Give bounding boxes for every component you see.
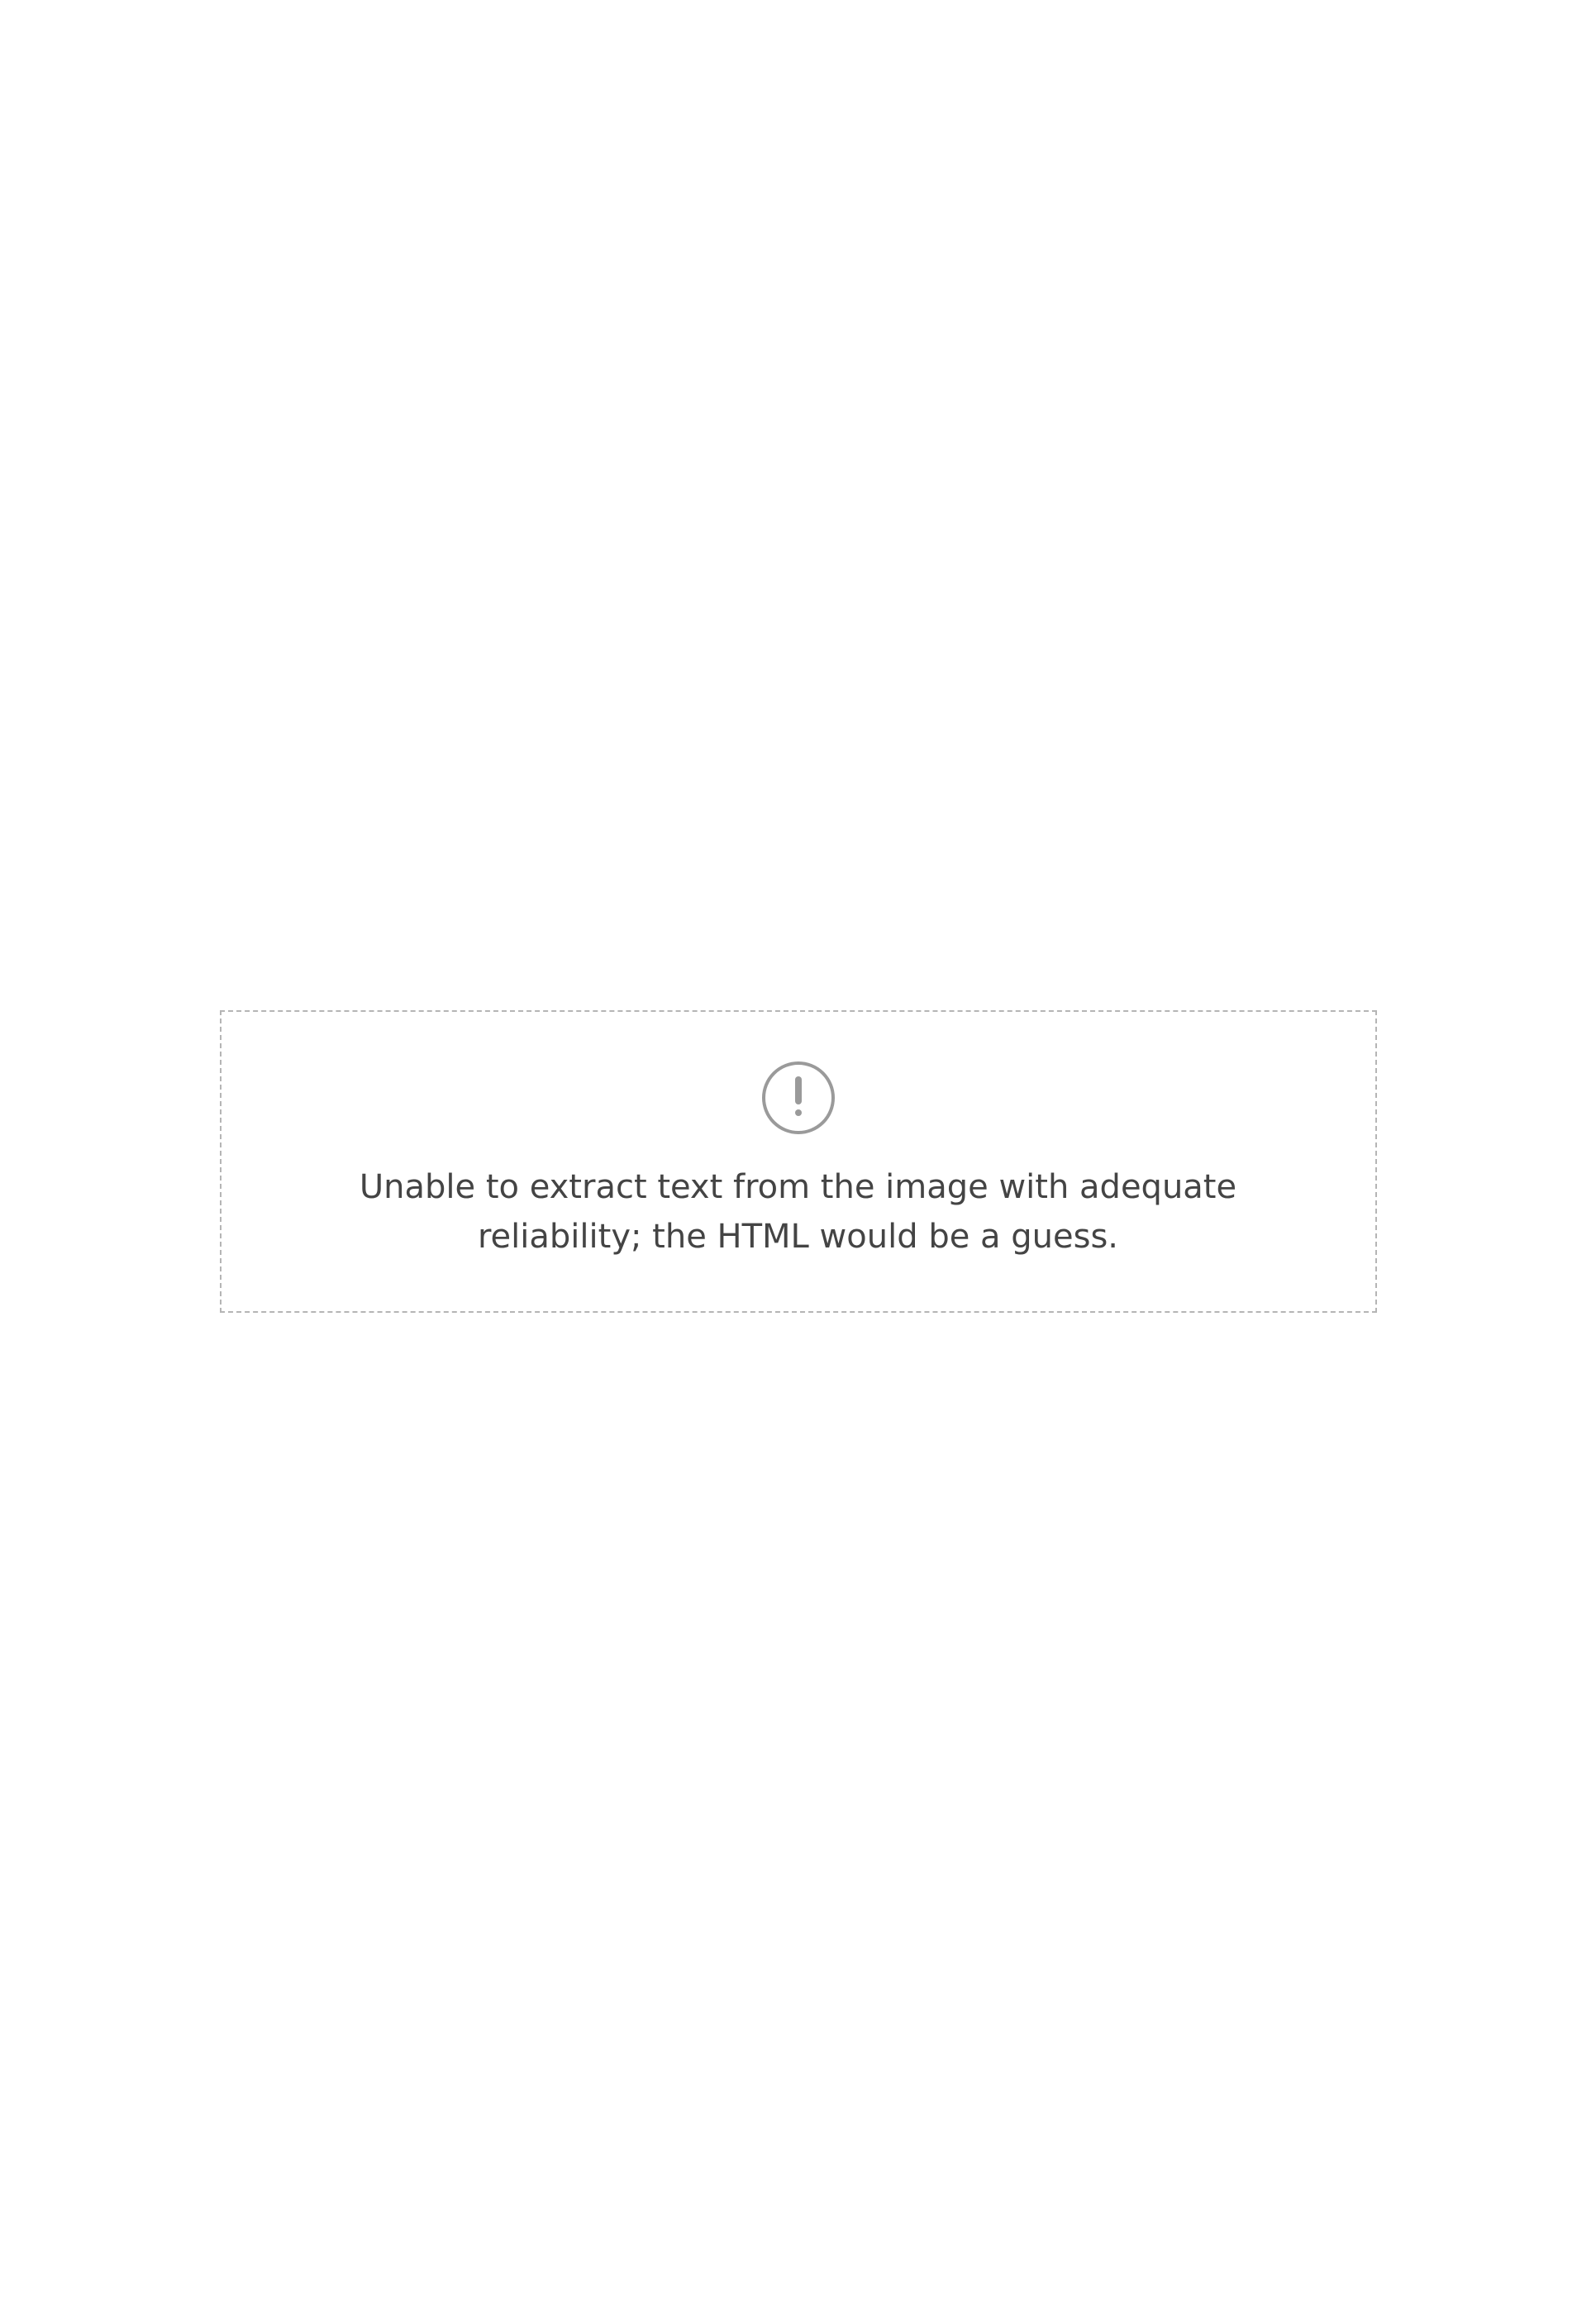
- notice-message: Unable to extract text from the image with adequate reliability; the HTML would be a guess.: [359, 1168, 1237, 1256]
- warning-icon: [762, 1061, 835, 1134]
- unreadable-notice: [220, 1010, 1377, 1313]
